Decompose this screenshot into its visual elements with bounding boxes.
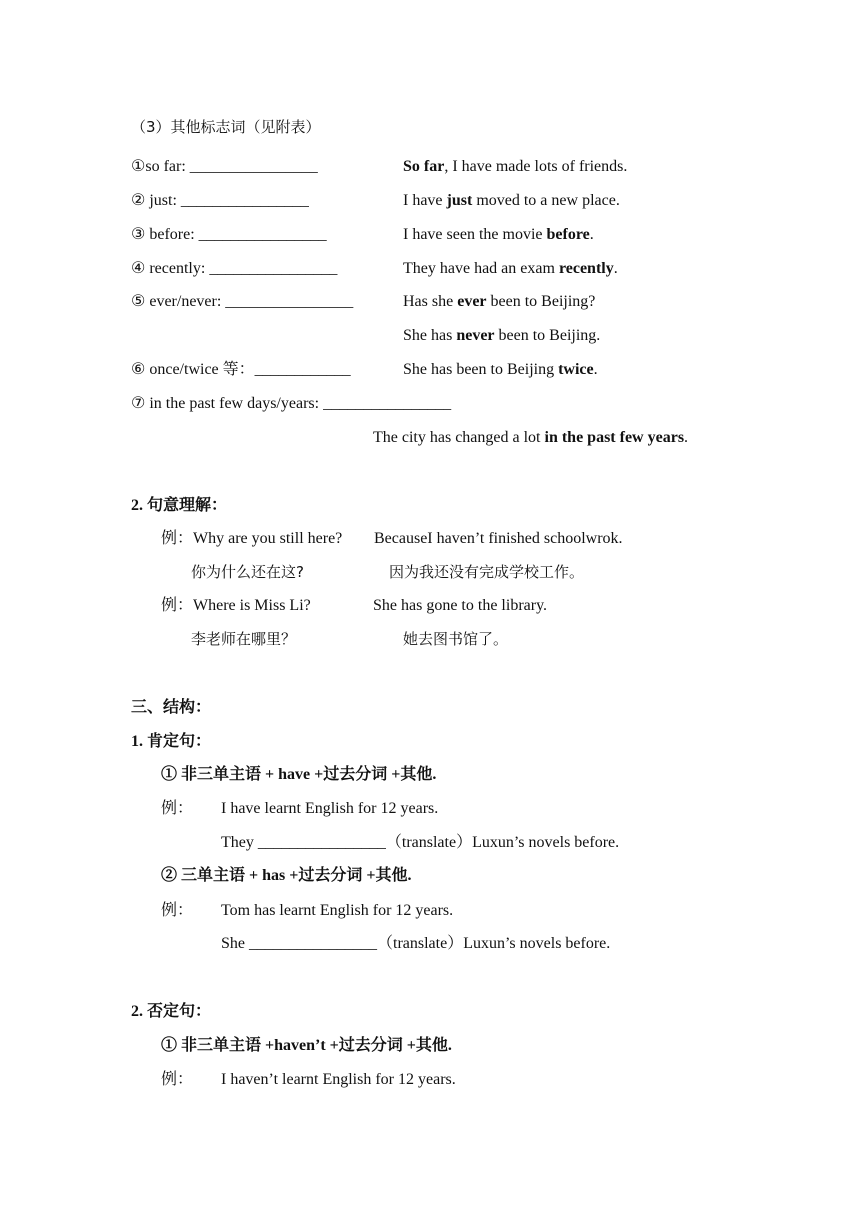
row-so-far-label: ①so far: ________________	[131, 158, 318, 175]
negative-formula-1: ① 非三单主语 +haven’t +过去分词 +其他.	[161, 1037, 452, 1054]
row-never-example: She has never been to Beijing.	[403, 327, 601, 344]
row-past-few-years-example: The city has changed a lot in the past few years.	[373, 429, 689, 446]
affirmative-2-example-1: Tom has learnt English for 12 years.	[221, 902, 454, 919]
row-once-twice-label: ⑥ once/twice 等：____________	[131, 361, 351, 378]
row-ever-never-label: ⑤ ever/never: ________________	[131, 293, 354, 310]
row-just-example: I have just moved to a new place.	[403, 192, 620, 209]
example-label: 例：	[161, 902, 194, 919]
row-so-far-example: So far, I have made lots of friends.	[403, 158, 628, 175]
affirmative-2-example-2: She ________________（translate）Luxun’s novels before.	[221, 935, 611, 952]
affirmative-formula-2: ② 三单主语 + has +过去分词 +其他.	[161, 867, 412, 884]
negative-1-example-1: I haven’t learnt English for 12 years.	[221, 1071, 456, 1088]
negative-heading: 2. 否定句：	[131, 1003, 212, 1020]
row-ever-example: Has she ever been to Beijing?	[403, 293, 596, 310]
section-3-heading: （3）其他标志词（见附表）	[131, 118, 321, 136]
sentence-meaning-heading: 2. 句意理解：	[131, 497, 228, 514]
row-before-example: I have seen the movie before.	[403, 226, 594, 243]
example-1-question: 例：Why are you still here?	[161, 530, 343, 547]
row-past-few-years-label: ⑦ in the past few days/years: ________________	[131, 395, 452, 412]
example-2-answer-zh: 她去图书馆了。	[403, 630, 509, 648]
example-2-question: 例：Where is Miss Li?	[161, 597, 311, 614]
row-recently-label: ④ recently: ________________	[131, 260, 338, 277]
example-label: 例：	[161, 1071, 194, 1088]
affirmative-heading: 1. 肯定句：	[131, 733, 212, 750]
example-label: 例：	[161, 800, 194, 817]
example-1-answer-zh: 因为我还没有完成学校工作。	[389, 563, 585, 581]
row-recently-example: They have had an exam recently.	[403, 260, 618, 277]
row-just-label: ② just: ________________	[131, 192, 309, 209]
example-2-answer: She has gone to the library.	[373, 597, 548, 614]
example-2-question-zh: 李老师在哪里？	[191, 630, 297, 648]
affirmative-formula-1: ① 非三单主语 + have +过去分词 +其他.	[161, 766, 437, 783]
example-1-question-zh: 你为什么还在这?	[191, 563, 304, 581]
affirmative-1-example-2: They ________________（translate）Luxun’s novels before.	[221, 834, 620, 851]
example-1-answer: BecauseI haven’t finished schoolwrok.	[374, 530, 623, 547]
row-twice-example: She has been to Beijing twice.	[403, 361, 598, 378]
row-before-label: ③ before: ________________	[131, 226, 327, 243]
affirmative-1-example-1: I have learnt English for 12 years.	[221, 800, 439, 817]
structure-heading: 三、结构：	[131, 699, 212, 716]
